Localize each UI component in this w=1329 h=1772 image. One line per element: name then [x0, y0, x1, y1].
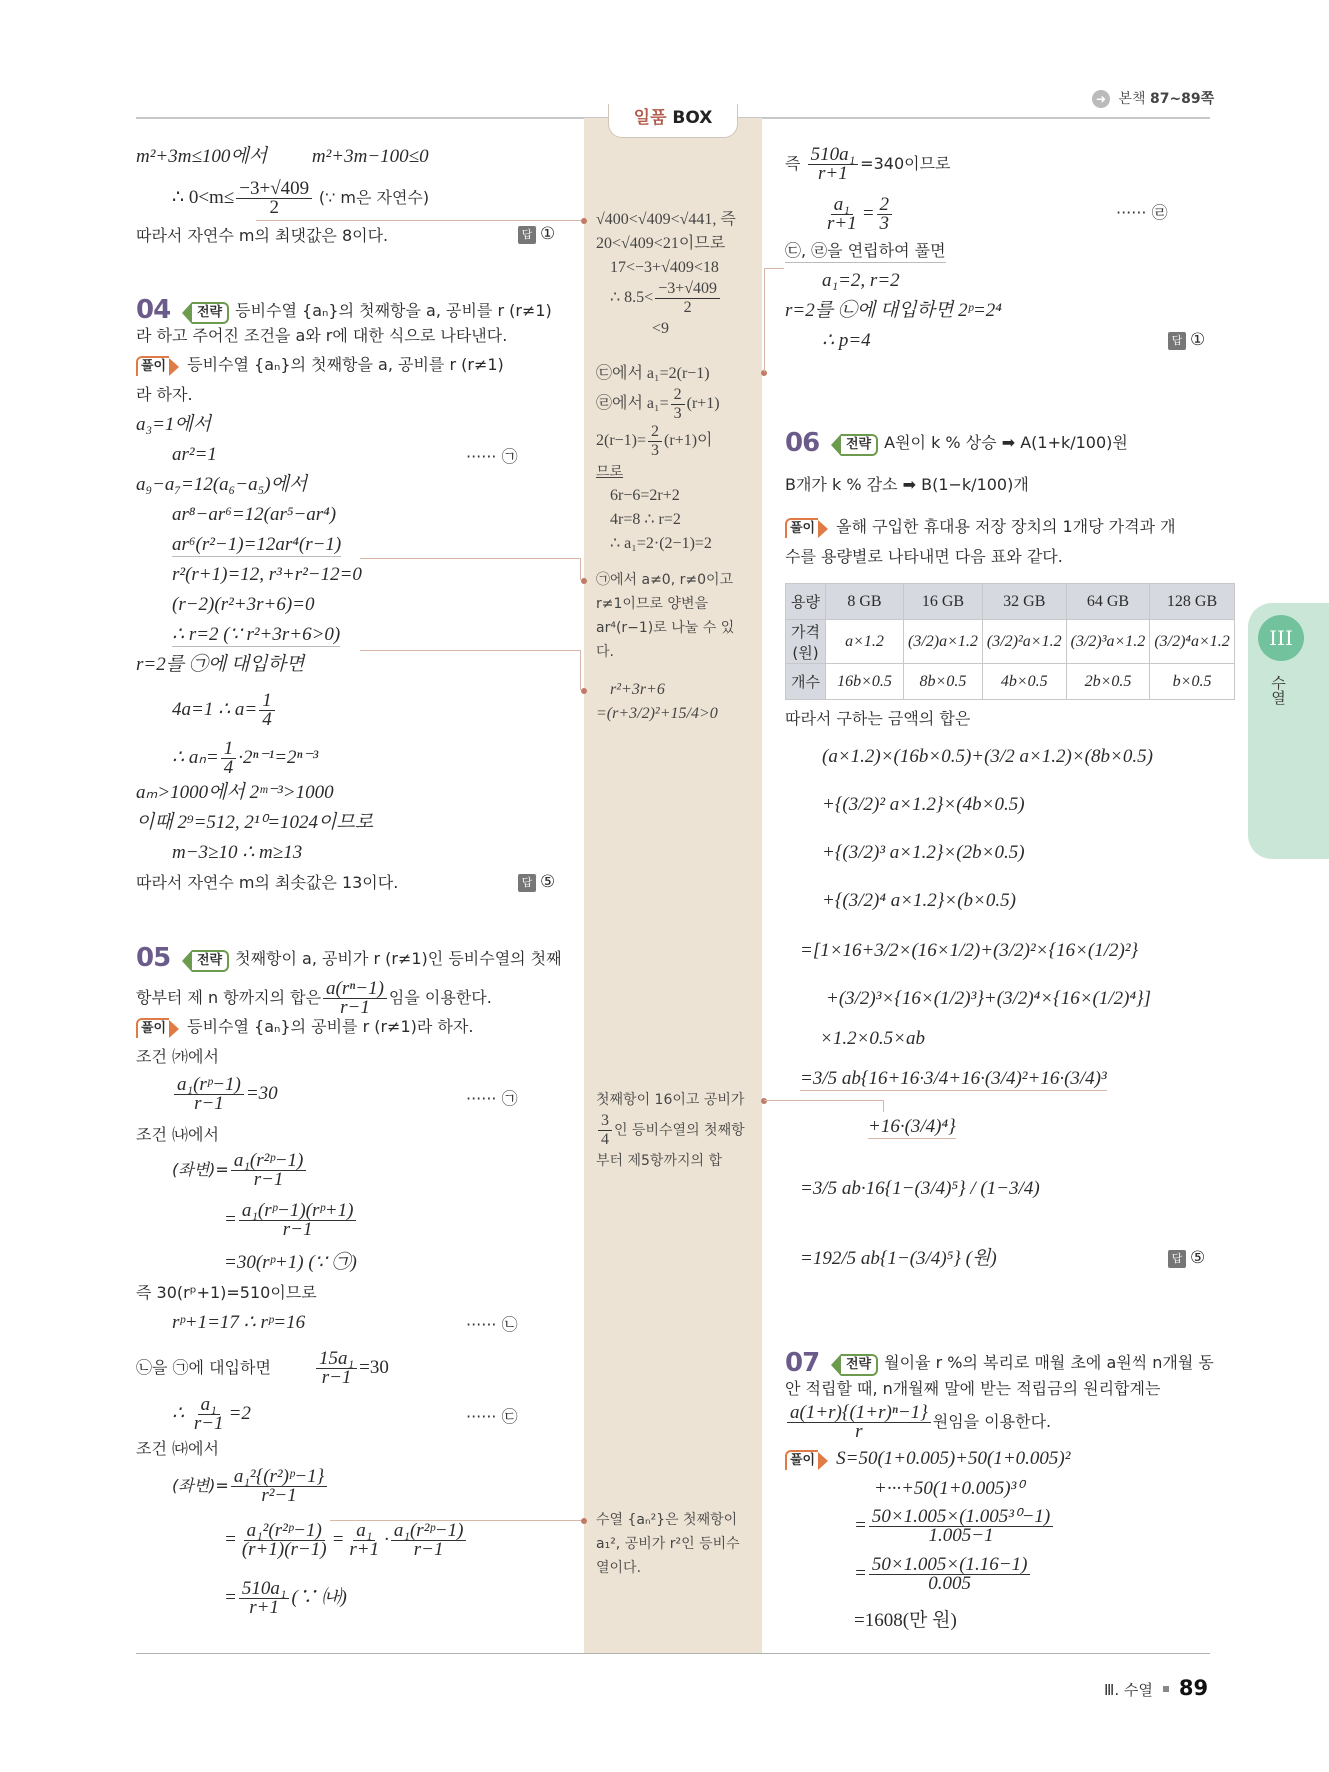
p04-eq: r²(r+1)=12, r³+r²−12=0: [172, 564, 362, 585]
p04-conclusion: 따라서 자연수 m의 최솟값은 13이다.: [136, 873, 399, 892]
chapter-side-tab[interactable]: [1248, 603, 1329, 859]
table-row: 개수 16b×0.5 8b×0.5 4b×0.5 2b×0.5 b×0.5: [786, 664, 1235, 700]
box-note-6: 수열 {aₙ²}은 첫째항이 a₁², 공비가 r²인 등비수 열이다.: [596, 1512, 740, 1576]
solution-badge: 풀이: [785, 1450, 818, 1470]
answer-p04: 답 ⑤: [518, 872, 555, 892]
box-title-red: 일품: [633, 108, 667, 128]
note-marker: [581, 1518, 587, 1524]
table-header: 128 GB: [1150, 584, 1234, 620]
p07-strategy-line3: $\frac{\text{a(1+r)\{(1+r)ⁿ−1\}}}{r}$ 원임을 이용한다.: [785, 1404, 1051, 1441]
p07-eq: = $\frac{\text{50×1.005×(1.005³⁰−1)}}{1.005-1}$: [854, 1508, 1055, 1545]
bottom-rule: [136, 1653, 1210, 1654]
p04-eq: 이때 2⁹=512, 2¹⁰=1024이므로: [136, 812, 374, 833]
note-marker: [581, 578, 587, 584]
connector-line: [256, 220, 581, 221]
table-header: 용량: [786, 584, 826, 620]
p05-condition: 조건 ㈎에서: [136, 1047, 219, 1066]
p06-sol-line2: 수를 용량별로 나타내면 다음 표와 같다.: [785, 547, 1063, 566]
answer-icon: 답: [1168, 332, 1186, 350]
p05-solution: 풀이 등비수열 {aₙ}의 공비를 r (r≠1)라 하자.: [136, 1016, 473, 1038]
p04-eq: ∴ r=2 (∵ r²+3r+6>0): [172, 624, 341, 645]
connector-line: [330, 1520, 581, 1521]
table-header: 64 GB: [1066, 584, 1150, 620]
table-header: 8 GB: [826, 584, 904, 620]
connector-line: [360, 558, 581, 580]
p06-calc: ×1.2×0.5×ab: [820, 1028, 925, 1049]
p06-calc: +{(3/2)³ a×1.2}×(2b×0.5): [822, 842, 1025, 863]
p04-strategy: 전략 등비수열 {aₙ}의 첫째항을 a, 공비를 r (r≠1): [180, 300, 552, 324]
box-note-1: √400<√409<√441, 즉 20<√409<21이므로 17<−3+√409<18 ∴ 8.5< $\frac{-3+√409}{2}$ <9: [596, 211, 736, 337]
answer-p05: 답 ①: [1168, 330, 1205, 350]
box-note-3: ㉠에서 a≠0, r≠0이고 r≠1이므로 양변을 ar⁴(r−1)로 나눌 수 있 다.: [596, 572, 735, 660]
table-header: 32 GB: [982, 584, 1066, 620]
p05-cont-eq: ㉢, ㉣을 연립하여 풀면: [785, 240, 946, 263]
p07-solution: 풀이 S=50(1+0.005)+50(1+0.005)²: [785, 1448, 1070, 1470]
p06-calc: +16·(3/4)⁴}: [868, 1116, 956, 1137]
solution-badge: 풀이: [785, 518, 818, 538]
p05-cont-eq: ∴ p=4: [822, 330, 871, 351]
p07-eq: = $\frac{50\times 1.005\times(1.16-1)}{0.005}$: [854, 1556, 1032, 1593]
p06-strategy: 전략 A원이 k % 상승 ➡ A(1+k/100)원: [829, 432, 1128, 456]
strategy-badge: 전략: [841, 1354, 878, 1376]
p05-eq: ㉡을 ㉠에 대입하면 $\frac{\text{15a₁}}{r-1}$ =30: [136, 1348, 389, 1388]
equation-tag: ······ ㉠: [466, 447, 518, 466]
footer-chapter: Ⅲ. 수열: [1104, 1681, 1153, 1699]
p06-calc: +(3/2)³×{16×(1/2)³}+(3/2)⁴×{16×(1/2)⁴}]: [826, 988, 1152, 1009]
page-reference: [1092, 88, 1214, 108]
p06-calc: +{(3/2)² a×1.2}×(4b×0.5): [822, 794, 1025, 815]
p05-condition: 조건 ㈏에서: [136, 1125, 219, 1144]
p05-strategy: 전략 첫째항이 a, 공비가 r (r≠1)인 등비수열의 첫째: [180, 948, 562, 972]
equation-tag: ······ ㉠: [466, 1089, 518, 1108]
row-label: 가격 (원): [786, 620, 826, 664]
p06-calc: =3/5 ab{16+16·3/4+16·(3/4)²+16·(3/4)³: [800, 1068, 1107, 1089]
p06-sum-intro: 따라서 구하는 금액의 합은: [785, 709, 971, 728]
note-marker: [581, 688, 587, 694]
connector-line: [764, 1100, 884, 1112]
p05-eq: = $\frac{\text{a₁²(r²ᵖ−1)}}{(r+1)(r-1)}$ = $\frac{\text{a₁}}{r+1}$ · $\frac{\text{a₁(r²ᵖ−1)}}{r-1}$: [224, 1522, 468, 1559]
p04-eq: 4a=1 ∴ a= $\frac{1}{4}$: [172, 692, 277, 729]
table-header: 16 GB: [904, 584, 983, 620]
p05-eq: = $\frac{\text{510a₁}}{r+1}$ (∵ ㈏): [224, 1578, 347, 1618]
row-label: 개수: [786, 664, 826, 700]
strategy-badge: 전략: [841, 434, 878, 456]
p07-strategy-line2: 안 적립할 때, n개월째 말에 받는 적립금의 원리합계는: [785, 1379, 1161, 1398]
box-note-5: 첫째항이 16이고 공비가 $\frac{3}{4}$ 인 등비수열의 첫째항 부터 제5항까지의 합: [596, 1092, 745, 1169]
equation-tag: ······ ㉢: [466, 1407, 518, 1426]
p06-calc: (a×1.2)×(16b×0.5)+(3/2 a×1.2)×(8b×0.5): [822, 746, 1153, 767]
p04-eq: ar²=1: [172, 444, 217, 465]
answer-icon: 답: [518, 226, 536, 244]
p04-sol-line2: 라 하자.: [136, 385, 193, 404]
equation-tag: ······ ㉣: [1116, 203, 1168, 222]
p05-eq: rᵖ+1=17 ∴ rᵖ=16: [172, 1312, 306, 1333]
table-row: 가격 (원) a×1.2 (3/2)a×1.2 (3/2)²a×1.2 (3/2)³a×1.2 (3/2)⁴a×1.2: [786, 620, 1235, 664]
reference-prefix: 본책: [1118, 91, 1146, 107]
p05-eq: ∴ $\frac{\text{a₁}}{r-1}$ =2: [172, 1394, 251, 1434]
p04-eq: m−3≥10 ∴ m≥13: [172, 842, 303, 863]
separator-square-icon: [1163, 1686, 1169, 1692]
p05-condition: 조건 ㈐에서: [136, 1439, 219, 1458]
p04-eq: a₉−a₇=12(a₆−a₅)에서: [136, 474, 308, 495]
p06-strategy-line2: B개가 k % 감소 ➡ B(1−k/100)개: [785, 475, 1029, 494]
p07-strategy: 전략 월이율 r %의 복리로 매월 초에 a원씩 n개월 동: [829, 1352, 1214, 1376]
note-marker: [581, 218, 587, 224]
p06-calc: +{(3/2)⁴ a×1.2}×(b×0.5): [822, 890, 1016, 911]
chapter-icon: III: [1258, 615, 1304, 661]
box-note-4: r²+3r+6 =(r+3/2)²+15/4>0: [596, 681, 718, 722]
solution-badge: 풀이: [136, 1018, 169, 1038]
strategy-badge: 전략: [192, 302, 229, 324]
p04-eq: r=2를 ㉠에 대입하면: [136, 654, 305, 675]
p05-eq: (좌변)= $\frac{\text{a₁(r²ᵖ−1)}}{r-1}$: [172, 1152, 308, 1189]
problem-number-07: 07: [785, 1348, 820, 1378]
box-note-2: ㉢에서 a₁=2(r−1) ㉣에서 a₁= $\frac{2}{3}$ (r+1) 2(r−1)= $\frac{2}{3}$ (r+1)이 므로 6r−6=2r+2 4r=8 ∴ r=2 ∴ a₁=2·(2−1)=2: [596, 365, 720, 552]
p04-solution: 풀이 등비수열 {aₙ}의 첫째항을 a, 공비를 r (r≠1): [136, 354, 504, 376]
problem-number-06: 06: [785, 428, 820, 458]
equation-tag: ······ ㉡: [466, 1315, 518, 1334]
p05-cont-eq: 즉 $\frac{\text{510a₁}}{r+1}$ =340이므로: [785, 144, 951, 184]
answer-p06: 답 ⑤: [1168, 1248, 1205, 1268]
p06-calc: =3/5 ab·16{1−(3/4)⁵} / (1−3/4): [800, 1178, 1040, 1199]
box-title-black: BOX: [672, 108, 713, 128]
p05-eq: 즉 30(rᵖ+1)=510이므로: [136, 1283, 317, 1302]
p04-eq: ar⁸−ar⁶=12(ar⁵−ar⁴): [172, 504, 337, 525]
answer-p03: 답 ①: [518, 224, 555, 244]
answer-icon: 답: [518, 874, 536, 892]
p05-eq: =30(rᵖ+1) (∵ ㉠): [224, 1252, 357, 1273]
p05-cont-eq: $\frac{\text{a₁}}{r+1}$ = $\frac{2}{3}$: [822, 196, 894, 233]
connector-line: [764, 268, 784, 372]
problem-number-04: 04: [136, 295, 171, 325]
p03-line2: ∴ 0<m≤ $\frac{-3+√409}{2}$ (∵ m은 자연수): [172, 178, 430, 218]
p06-calc: =[1×16+3/2×(16×1/2)+(3/2)²×{16×(1/2)²}: [800, 940, 1139, 961]
p05-eq: = $\frac{\text{a₁(rᵖ−1)(rᵖ+1)}}{r-1}$: [224, 1202, 358, 1239]
box-title: [608, 104, 738, 138]
p05-eq: $\frac{\text{a₁(rᵖ−1)}}{r-1}$ =30: [172, 1076, 278, 1113]
p05-eq: (좌변)= $\frac{\text{a₁²\{(r²)ᵖ−1\}}}{\text{r²−1}}$: [172, 1468, 329, 1505]
p04-eq: (r−2)(r²+3r+6)=0: [172, 594, 315, 615]
strategy-badge: 전략: [192, 950, 229, 972]
p04-eq: ∴ aₙ= $\frac{1}{4}$ ·2ⁿ⁻¹=2ⁿ⁻³: [172, 738, 319, 778]
p04-eq: aₘ>1000에서 2ᵐ⁻³>1000: [136, 782, 334, 803]
p04-eq: a₃=1에서: [136, 414, 212, 435]
p05-strategy-line2: 항부터 제 n 항까지의 합은 $\frac{\text{a(rⁿ−1)}}{r-1}$ 임을 이용한다.: [136, 978, 492, 1018]
p07-eq: +···+50(1+0.005)³⁰: [874, 1478, 1024, 1499]
answer-icon: 답: [1168, 1250, 1186, 1268]
p07-eq: =1608(만 원): [854, 1610, 957, 1631]
capacity-table: [785, 583, 1235, 700]
p03-line1: m²+3m≤100에서 m²+3m−100≤0: [136, 146, 429, 167]
solution-badge: 풀이: [136, 356, 169, 376]
p05-cont-eq: r=2를 ㉡에 대입하면 2ᵖ=2⁴: [785, 300, 1002, 321]
page-number: 89: [1178, 1676, 1209, 1700]
p06-calc: =192/5 ab{1−(3/4)⁵} (원): [800, 1248, 997, 1269]
box-column: [584, 118, 762, 1653]
problem-number-05: 05: [136, 943, 171, 973]
p03-conclusion: 따라서 자연수 m의 최댓값은 8이다.: [136, 226, 389, 245]
connector-line: [360, 650, 581, 690]
p04-strategy-line2: 라 하고 주어진 조건을 a와 r에 대한 식으로 나타낸다.: [136, 326, 508, 345]
p06-solution: 풀이 올해 구입한 휴대용 저장 장치의 1개당 가격과 개: [785, 516, 1176, 538]
p05-cont-eq: a₁=2, r=2: [822, 270, 900, 291]
arrow-right-icon: ➜: [1092, 90, 1110, 108]
chapter-tab-label: 수열: [1269, 675, 1287, 705]
p04-eq: ar⁶(r²−1)=12ar⁴(r−1): [172, 534, 342, 555]
reference-pages: 87~89쪽: [1149, 91, 1215, 107]
page-footer: [1104, 1676, 1208, 1700]
